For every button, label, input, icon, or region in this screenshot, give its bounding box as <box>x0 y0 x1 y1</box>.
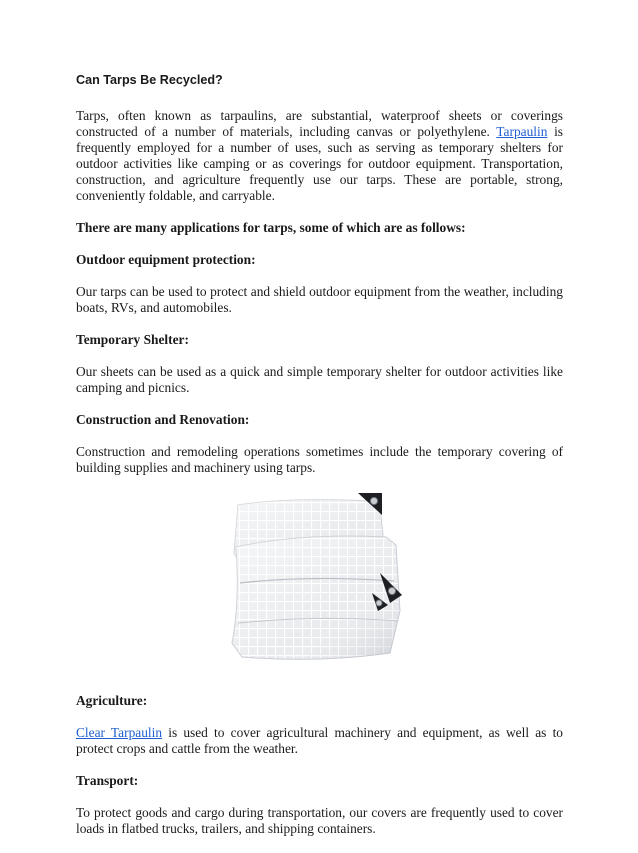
agriculture-heading: Agriculture: <box>76 693 148 708</box>
agriculture-body-text: is used to cover agricultural machinery and equipment, as well as to protect crops and cattle from the weather. <box>76 725 563 756</box>
intro-text-after-link: is frequently employed for a number of uses, such as serving as temporary shelters for outdoor activities like camping or as coverings for outdoor equipment. Transportation, construction, and agriculture frequently use our tarps. These are portable, strong, conveniently foldable, and carryable. <box>76 124 564 203</box>
tarpaulin-link[interactable]: Tarpaulin <box>496 124 548 139</box>
agriculture-body <box>76 725 563 757</box>
clear-tarpaulin-link[interactable]: Clear Tarpaulin <box>76 725 163 740</box>
construction-heading: Construction and Renovation: <box>76 412 250 427</box>
transport-body: To protect goods and cargo during transportation, our covers are frequently used to cover loads in flatbed trucks, trailers, and shipping containers. <box>76 805 563 836</box>
page-title: Can Tarps Be Recycled? <box>76 73 223 87</box>
shelter-body: Our sheets can be used as a quick and simple temporary shelter for outdoor activities like camping and picnics. <box>76 364 563 395</box>
applications-heading: There are many applications for tarps, some of which are as follows: <box>76 220 466 235</box>
intro-text-before-link: Tarps, often known as tarpaulins, are substantial, waterproof sheets or coverings constructed of a number of materials, including canvas or polyethylene. <box>76 108 563 139</box>
tarp-photo-container <box>76 493 563 673</box>
transport-heading: Transport: <box>76 773 139 788</box>
intro-paragraph <box>76 108 563 204</box>
clear-tarp-image <box>230 493 410 673</box>
document-page <box>76 72 563 853</box>
outdoor-body: Our tarps can be used to protect and shield outdoor equipment from the weather, including boats, RVs, and automobiles. <box>76 284 563 315</box>
shelter-heading: Temporary Shelter: <box>76 332 189 347</box>
construction-body: Construction and remodeling operations sometimes include the temporary covering of building supplies and machinery using tarps. <box>76 444 563 475</box>
outdoor-heading: Outdoor equipment protection: <box>76 252 256 267</box>
